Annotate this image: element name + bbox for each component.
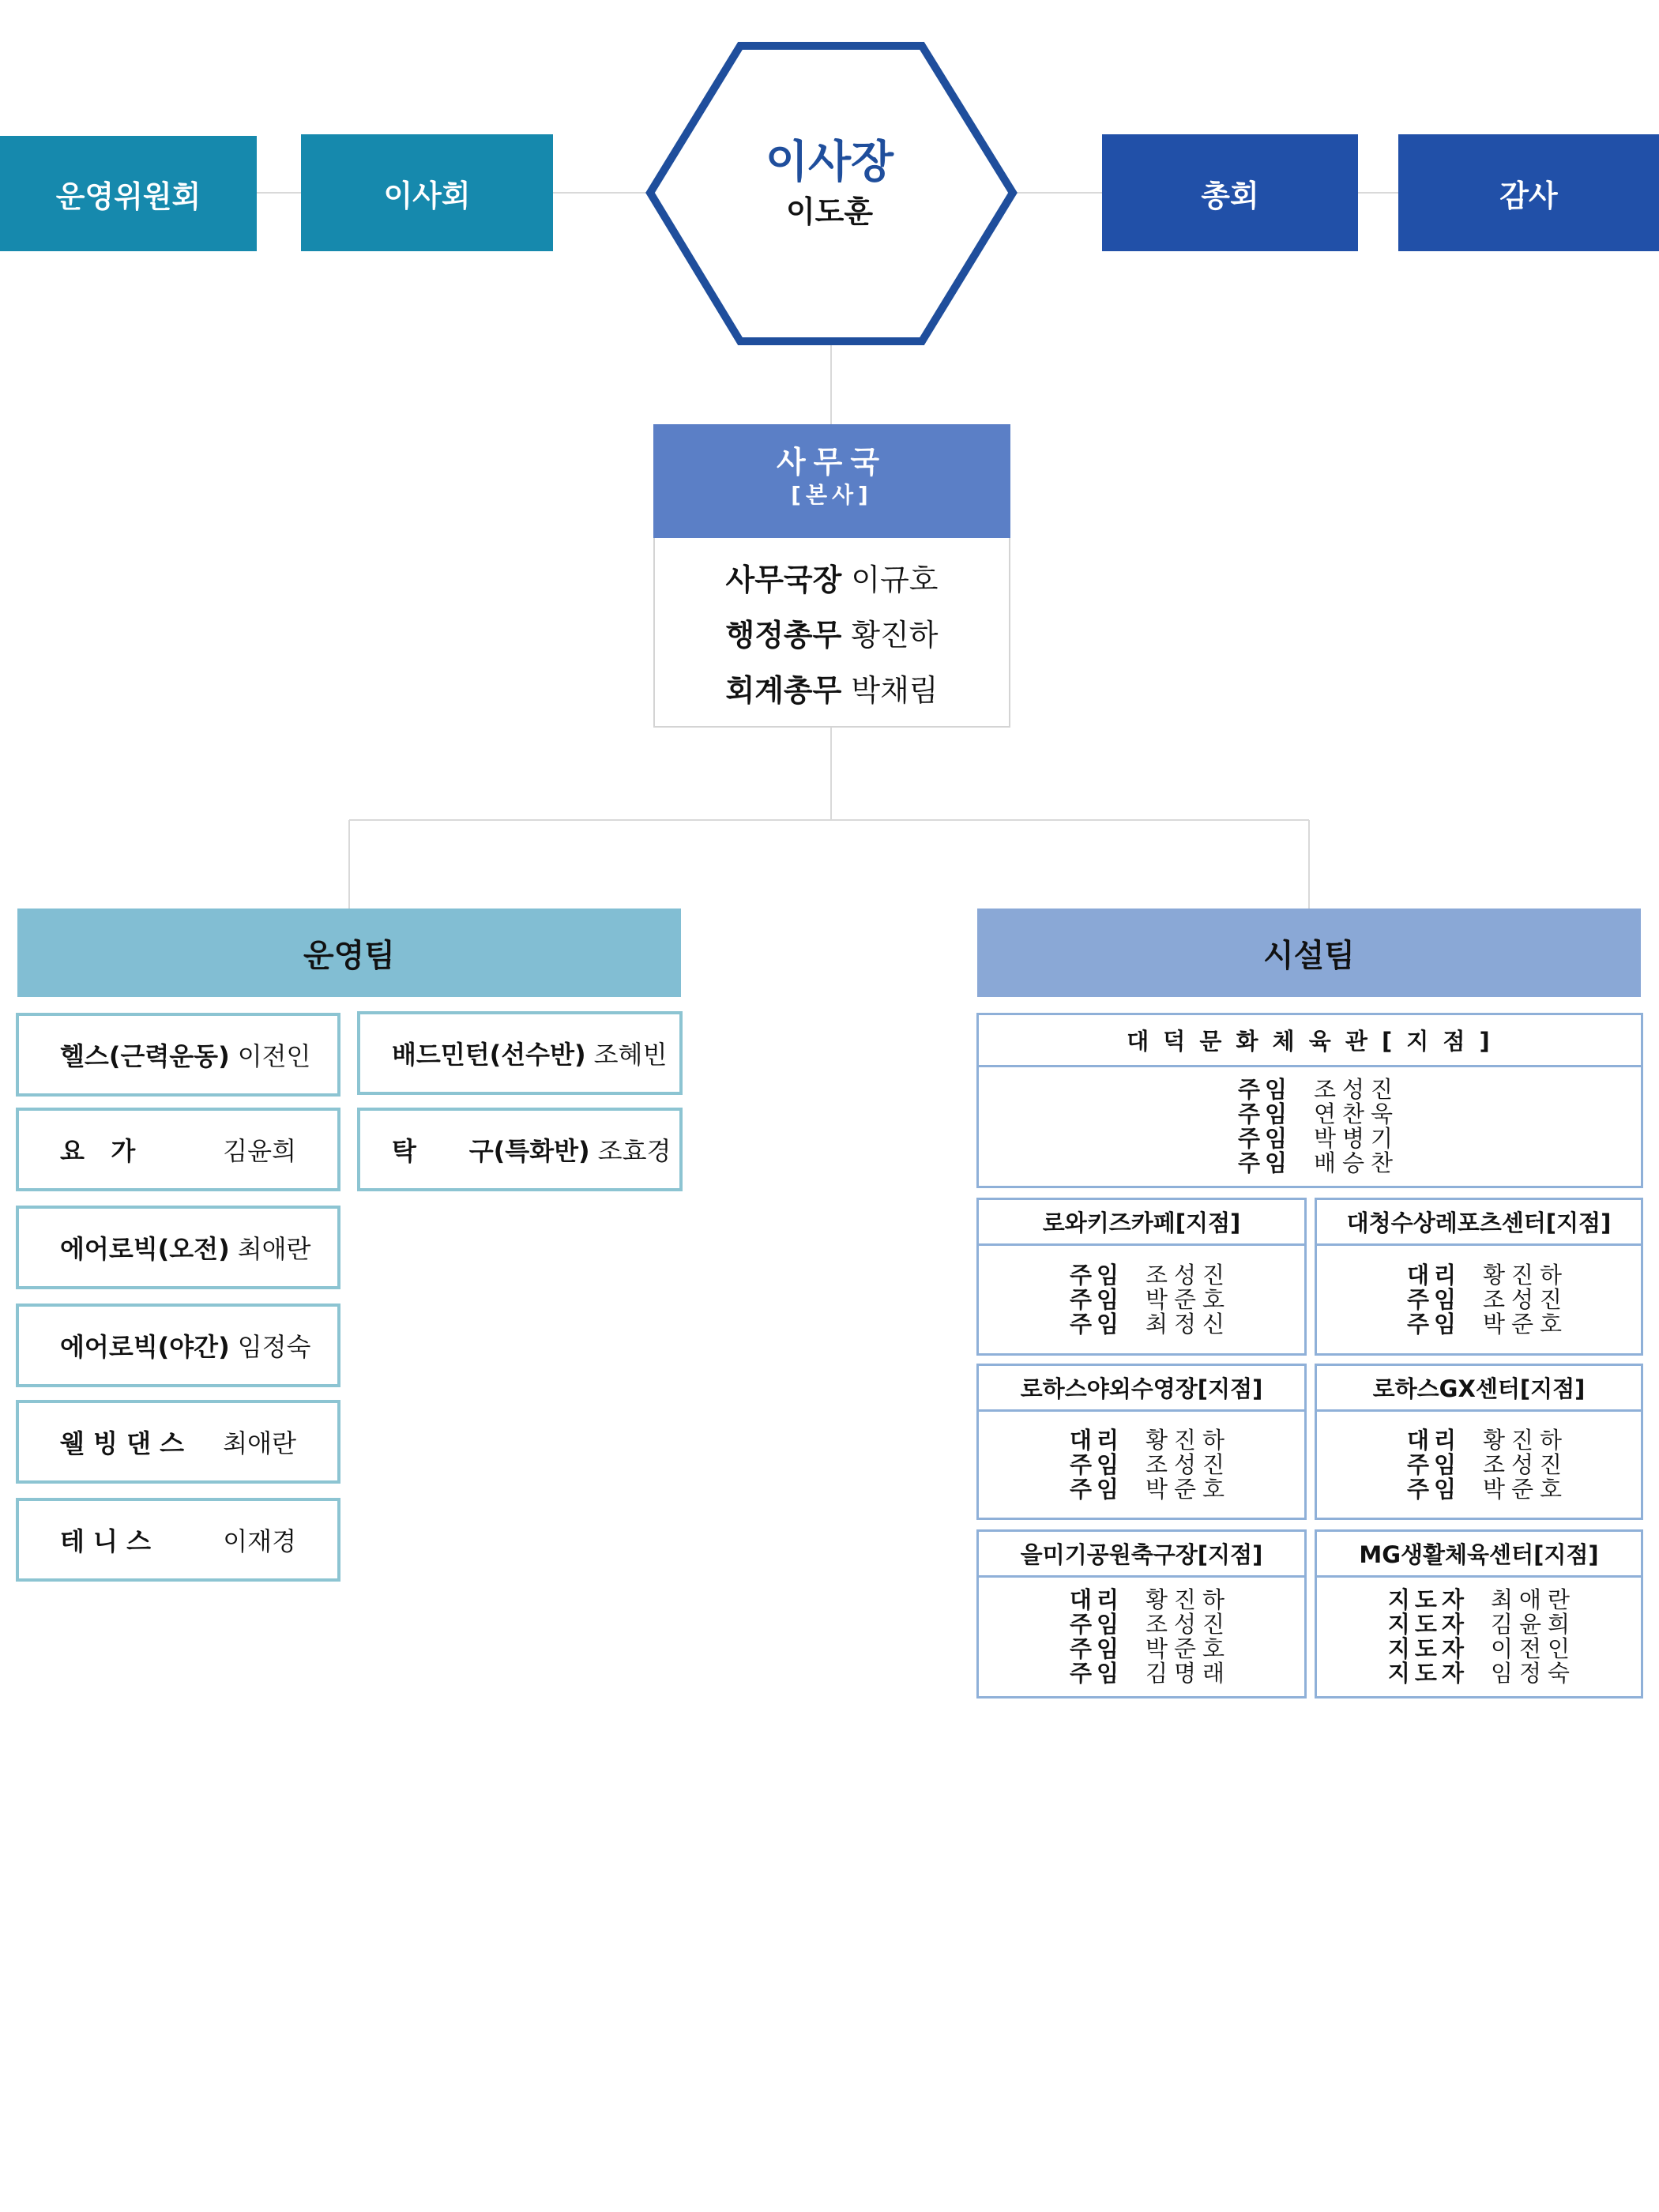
branch-card	[1315, 1364, 1643, 1520]
audit-label: 감사	[1499, 178, 1558, 213]
member-role: 주임	[1237, 1125, 1292, 1152]
facilities-team-title: 시설팀	[1263, 937, 1355, 974]
program-card	[16, 1108, 340, 1191]
member-role: 주임	[1406, 1475, 1461, 1503]
branch-member	[1382, 1612, 1576, 1637]
branch-member	[1382, 1637, 1576, 1661]
member-name: 조성진	[1145, 1261, 1232, 1288]
program-card	[16, 1206, 340, 1289]
branch-member	[1052, 1588, 1231, 1612]
branch-name: 을미기공원축구장[지점]	[979, 1532, 1304, 1578]
member-role: 주임	[1237, 1076, 1292, 1103]
member-role: 주임	[1069, 1310, 1123, 1337]
member-name: 조성진	[1482, 1285, 1569, 1313]
member-name: 황진하	[1145, 1586, 1232, 1613]
member-name: 최정신	[1145, 1310, 1232, 1337]
board-of-directors-label: 이사회	[383, 178, 471, 213]
program-instructor: 이전인	[237, 1041, 311, 1071]
general-assembly-label: 총회	[1201, 178, 1259, 213]
member-role: 주임	[1069, 1635, 1123, 1662]
branch-member	[1052, 1285, 1232, 1313]
branch-member	[1390, 1450, 1569, 1478]
member-role: 지도자	[1387, 1586, 1469, 1613]
operations-team-title: 운영팀	[303, 937, 395, 974]
member-role: 주임	[1069, 1261, 1123, 1288]
member-name: 박준호	[1482, 1310, 1569, 1337]
member-role: 주임	[1069, 1285, 1123, 1313]
branch-name: MG생활체육센터[지점]	[1317, 1532, 1641, 1578]
branch-member	[1390, 1285, 1569, 1313]
program-name: 웰 빙 댄 스	[60, 1428, 185, 1458]
general-assembly-box	[1102, 134, 1358, 251]
member-role: 주임	[1069, 1660, 1123, 1687]
member-role: 지도자	[1387, 1635, 1469, 1662]
branch-name: 로하스야외수영장[지점]	[979, 1366, 1304, 1412]
branch-member	[1052, 1312, 1231, 1337]
member-name: 임정숙	[1490, 1660, 1577, 1687]
branch-member	[1390, 1428, 1568, 1453]
member-name: 조성진	[1313, 1076, 1400, 1103]
branch-member	[1052, 1661, 1231, 1686]
member-name: 박병기	[1313, 1125, 1400, 1152]
branch-name: 대청수상레포츠센터[지점]	[1317, 1200, 1641, 1246]
member-name: 김윤희	[1490, 1611, 1577, 1638]
branch-member	[1390, 1263, 1568, 1288]
branch-card	[976, 1013, 1643, 1188]
program-card	[357, 1108, 683, 1191]
program-card	[16, 1013, 340, 1097]
member-role: 주임	[1406, 1310, 1461, 1337]
program-instructor: 조혜빈	[593, 1040, 668, 1070]
branch-member	[1390, 1477, 1568, 1502]
branch-member	[1052, 1263, 1231, 1288]
branch-member	[1052, 1450, 1232, 1478]
staff-name: 이규호	[851, 562, 939, 597]
member-name: 최애란	[1490, 1586, 1577, 1613]
member-name: 박준호	[1482, 1475, 1569, 1503]
member-role: 대리	[1406, 1261, 1461, 1288]
member-name: 배승찬	[1313, 1149, 1400, 1176]
program-name: 배드민턴(선수반)	[392, 1040, 586, 1070]
program-name: 테 니 스	[60, 1526, 152, 1556]
member-name: 황진하	[1145, 1426, 1232, 1454]
program-instructor: 임정숙	[237, 1332, 311, 1362]
program-name: 요 가	[60, 1136, 136, 1166]
member-role: 지도자	[1387, 1611, 1469, 1638]
branch-member	[1052, 1637, 1231, 1661]
member-role: 주임	[1406, 1285, 1461, 1313]
member-role: 지도자	[1387, 1660, 1469, 1687]
program-instructor: 최애란	[237, 1234, 311, 1264]
program-card	[357, 1011, 683, 1095]
branch-card	[976, 1198, 1307, 1356]
member-role: 주임	[1069, 1450, 1123, 1478]
staff-name: 박채림	[851, 673, 939, 708]
program-instructor: 이재경	[223, 1526, 296, 1556]
member-role: 주임	[1237, 1100, 1292, 1127]
board-of-directors-box	[301, 134, 553, 251]
member-role: 주임	[1069, 1475, 1123, 1503]
staff-name: 황진하	[851, 618, 939, 653]
member-role: 주임	[1237, 1149, 1292, 1176]
member-name: 조성진	[1145, 1450, 1232, 1478]
chairman-title: 이사장	[765, 137, 894, 188]
program-name: 헬스(근력운동)	[60, 1041, 230, 1071]
office-title: 사무국	[776, 445, 888, 480]
audit-box	[1398, 134, 1659, 251]
program-instructor: 조효경	[597, 1136, 672, 1166]
program-name: 에어로빅(오전)	[60, 1234, 230, 1264]
program-name: 탁 구(특화반)	[392, 1136, 590, 1166]
program-name: 에어로빅(야간)	[60, 1332, 230, 1362]
branch-name: 로와키즈카페[지점]	[979, 1200, 1304, 1246]
member-name: 김명래	[1145, 1660, 1232, 1687]
member-name: 연찬욱	[1313, 1100, 1400, 1127]
chairman-name: 이도훈	[785, 194, 874, 229]
branch-card	[1315, 1529, 1643, 1698]
branch-card	[976, 1529, 1307, 1698]
branch-name: 대 덕 문 화 체 육 관 [ 지 점 ]	[979, 1015, 1641, 1067]
member-name: 황진하	[1482, 1261, 1569, 1288]
program-card	[16, 1400, 340, 1484]
program-card	[16, 1498, 340, 1582]
branch-member	[1390, 1312, 1568, 1337]
member-name: 조성진	[1482, 1450, 1569, 1478]
member-name: 황진하	[1482, 1426, 1569, 1454]
member-role: 주임	[1069, 1611, 1123, 1638]
branch-member	[1221, 1102, 1399, 1127]
member-role: 대리	[1069, 1426, 1123, 1454]
branch-card	[976, 1364, 1307, 1520]
branch-card	[1315, 1198, 1643, 1356]
office-staff-list	[653, 538, 1010, 728]
member-role: 대리	[1406, 1426, 1461, 1454]
branch-member	[1382, 1588, 1576, 1612]
office-staff-row	[655, 608, 1009, 663]
branch-member	[1221, 1151, 1399, 1176]
program-instructor: 김윤희	[223, 1136, 296, 1166]
branch-member	[1052, 1612, 1231, 1637]
office-staff-row	[655, 663, 1009, 718]
member-name: 조성진	[1145, 1611, 1232, 1638]
member-role: 대리	[1069, 1586, 1123, 1613]
office-subtitle: [본사]	[791, 482, 873, 508]
operating-committee-label: 운영위원회	[55, 179, 201, 214]
program-card	[16, 1304, 340, 1387]
staff-role: 사무국장	[725, 562, 842, 597]
branch-name: 로하스GX센터[지점]	[1317, 1366, 1641, 1412]
facilities-team-header	[977, 908, 1641, 997]
member-name: 이전인	[1490, 1635, 1577, 1662]
member-name: 박준호	[1145, 1635, 1232, 1662]
branch-member	[1221, 1078, 1399, 1102]
staff-role: 행정총무	[725, 618, 842, 653]
member-role: 주임	[1406, 1450, 1461, 1478]
branch-member	[1382, 1661, 1576, 1686]
operating-committee-box	[0, 136, 257, 251]
member-name: 박준호	[1145, 1475, 1232, 1503]
branch-member	[1221, 1127, 1399, 1151]
chairman-node	[648, 134, 1011, 232]
program-instructor: 최애란	[223, 1428, 296, 1458]
operations-team-header	[17, 908, 681, 997]
member-name: 박준호	[1145, 1285, 1232, 1313]
staff-role: 회계총무	[725, 673, 842, 708]
branch-member	[1052, 1477, 1231, 1502]
branch-member	[1052, 1428, 1231, 1453]
office-staff-row	[655, 552, 1009, 608]
office-header	[653, 424, 1010, 538]
